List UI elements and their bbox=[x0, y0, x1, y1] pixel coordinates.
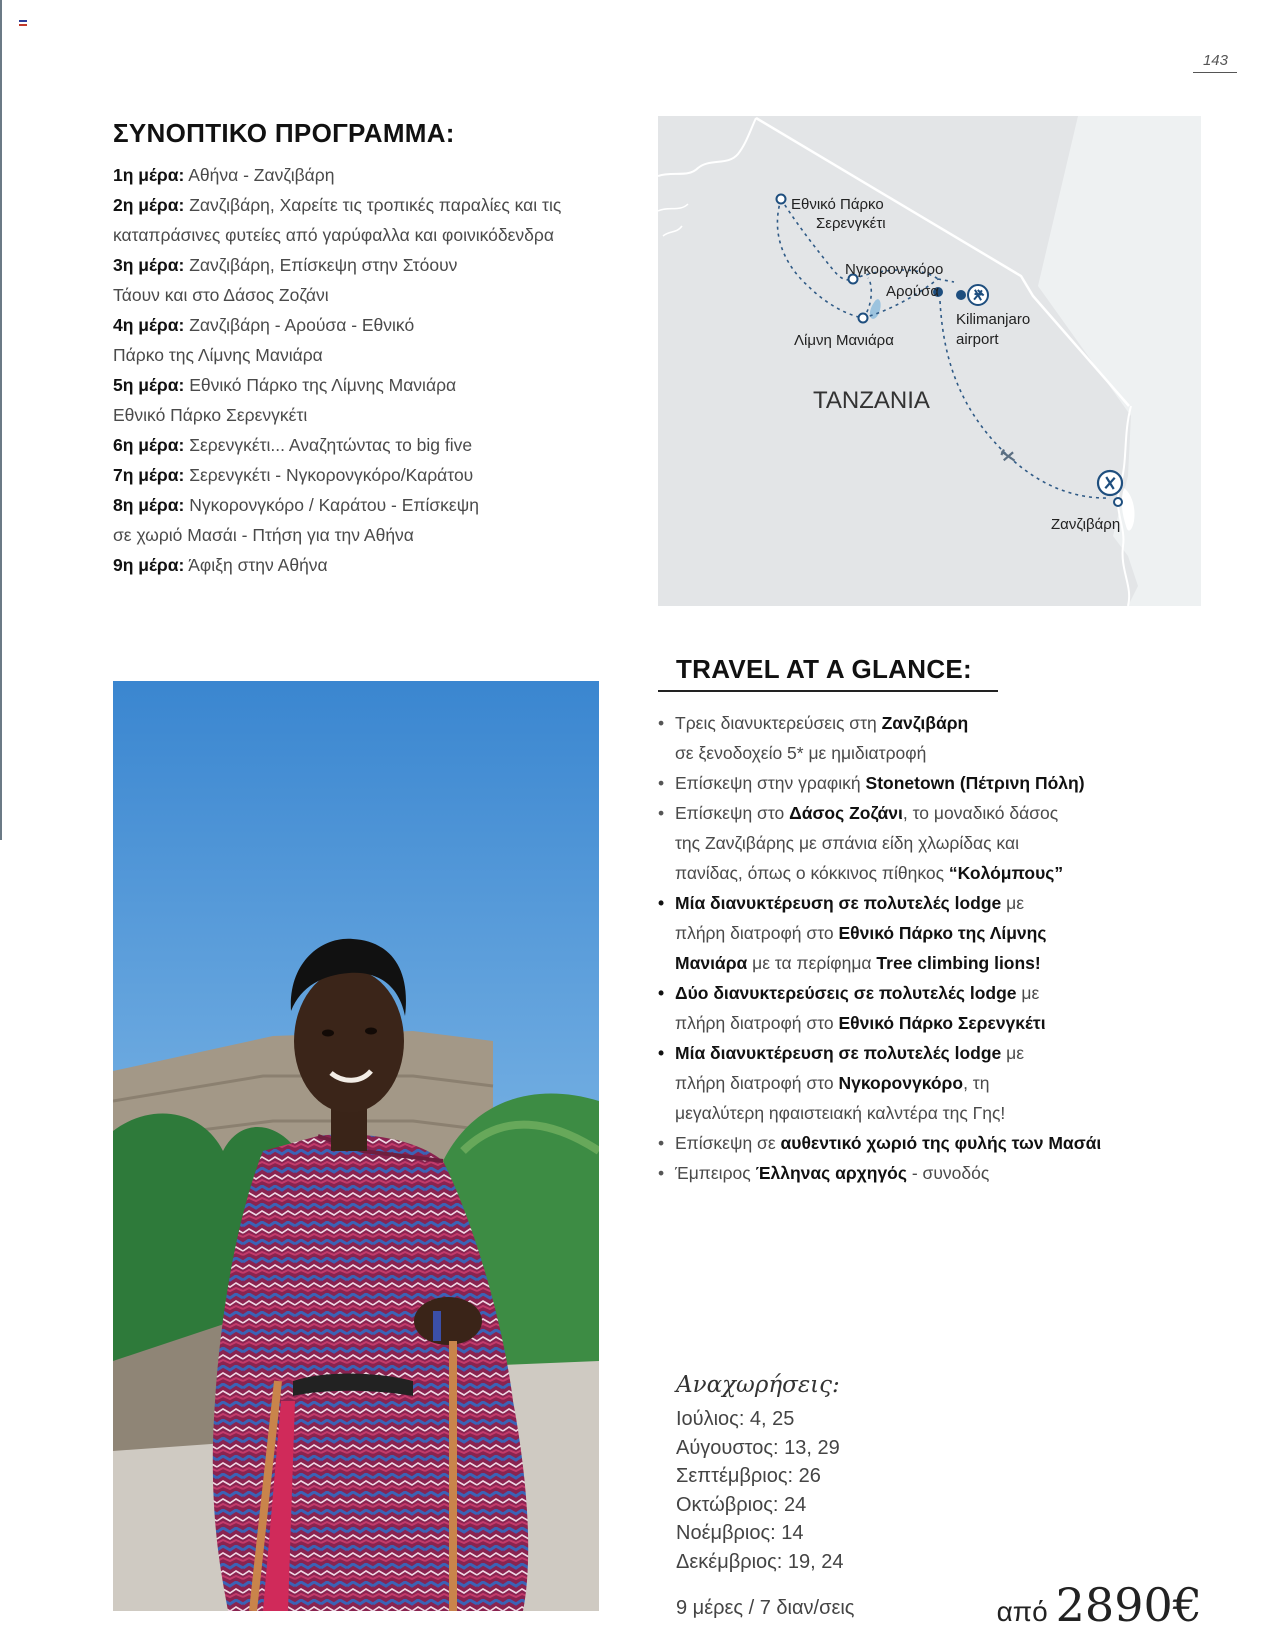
kilimanjaro-marker bbox=[956, 290, 966, 300]
glance-item-continuation bbox=[658, 738, 1128, 768]
photo-face bbox=[294, 969, 404, 1113]
label-manyara: Λίμνη Μανιάρα bbox=[794, 332, 894, 349]
price-from: από bbox=[996, 1596, 1048, 1627]
program-day-line bbox=[113, 520, 603, 550]
glance-text: Τρεις διανυκτερεύσεις στη bbox=[675, 713, 882, 733]
glance-text: Επίσκεψη σε bbox=[675, 1133, 781, 1153]
glance-item bbox=[658, 1128, 1128, 1158]
glance-highlight: “Κολόμπους” bbox=[948, 863, 1064, 883]
program-day-text: Νγκορονγκόρο / Καράτου - Επίσκεψη bbox=[189, 495, 479, 515]
glance-text: - συνοδός bbox=[906, 1163, 990, 1183]
program-day-text: Τάουν και στο Δάσος Ζοζάνι bbox=[113, 285, 329, 305]
price-block bbox=[997, 1578, 1202, 1632]
glance-highlight: Εθνικό Πάρκο Σερενγκέτι bbox=[838, 1013, 1046, 1033]
program-day-text: Άφιξη στην Αθήνα bbox=[188, 555, 328, 575]
program-day-line bbox=[113, 550, 603, 580]
program-day-label: 1η μέρα: bbox=[113, 165, 185, 185]
glance-highlight: Μανιάρα bbox=[675, 953, 748, 973]
glance-highlight: Δύο διανυκτερεύσεις σε πολυτελές lodge bbox=[675, 983, 1017, 1003]
serengeti-marker bbox=[777, 195, 786, 204]
glance-item-continuation bbox=[658, 918, 1128, 948]
map-lake-shore-detail bbox=[658, 204, 688, 236]
glance-item bbox=[658, 1038, 1128, 1068]
program-day-line bbox=[113, 220, 603, 250]
glance-text: , τη bbox=[963, 1073, 990, 1093]
route-map bbox=[658, 116, 1201, 606]
glance-item bbox=[658, 1158, 1128, 1188]
program-day-label: 7η μέρα: bbox=[113, 465, 185, 485]
program-day-line bbox=[113, 280, 603, 310]
program-day-label: 8η μέρα: bbox=[113, 495, 185, 515]
label-arusha: Αρούσα bbox=[886, 283, 940, 300]
airport-icon-kilimanjaro bbox=[968, 285, 988, 305]
glance-text: πλήρη διατροφή στο bbox=[675, 923, 839, 943]
program-day-line bbox=[113, 400, 603, 430]
label-serengeti-2: Σερενγκέτι bbox=[816, 215, 886, 232]
airport-icon-zanzibar bbox=[1098, 471, 1122, 495]
glance-item-continuation bbox=[658, 948, 1128, 978]
glance-text: της Ζανζιβάρης με σπάνια είδη χλωρίδας και bbox=[675, 833, 1019, 853]
glance-text: πλήρη διατροφή στο bbox=[675, 1073, 839, 1093]
label-ngorongoro: Νγκορονγκόρο bbox=[845, 261, 944, 278]
route-arusha-airport bbox=[938, 279, 954, 282]
glance-item-continuation bbox=[658, 828, 1128, 858]
glance-highlight: Ζανζιβάρη bbox=[881, 713, 969, 733]
glance-highlight: Μία διανυκτέρευση σε πολυτελές lodge bbox=[675, 1043, 1002, 1063]
left-edge-rule bbox=[0, 0, 2, 840]
glance-item bbox=[658, 798, 1128, 828]
glance-highlight: αυθεντικό χωριό της φυλής των Μασάι bbox=[780, 1133, 1102, 1153]
program-day-label: 2η μέρα: bbox=[113, 195, 185, 215]
glance-text: με bbox=[1001, 1043, 1025, 1063]
program-day-text: σε χωριό Μασάι - Πτήση για την Αθήνα bbox=[113, 525, 414, 545]
corner-mark bbox=[19, 20, 27, 26]
photo-eye-left bbox=[322, 1030, 334, 1037]
program-day-text: Σερενγκέτι - Νγκορονγκόρο/Καράτου bbox=[189, 465, 474, 485]
glance-text: με bbox=[1001, 893, 1025, 913]
glance-item-continuation bbox=[658, 1008, 1128, 1038]
photo-stick-right bbox=[449, 1341, 457, 1611]
departure-item: Ιούλιος: 4, 25 bbox=[676, 1408, 795, 1430]
program-day-text: Ζανζιβάρη, Χαρείτε τις τροπικές παραλίες και τις bbox=[189, 195, 562, 215]
trip-duration: 9 μέρες / 7 διαν/σεις bbox=[676, 1597, 855, 1619]
program-day-text: καταπράσινες φυτείες από γαρύφαλλα και φοινικόδενδρα bbox=[113, 225, 554, 245]
program-day-line bbox=[113, 340, 603, 370]
departure-item: Οκτώβριος: 24 bbox=[676, 1493, 807, 1516]
program-day-label: 3η μέρα: bbox=[113, 255, 185, 275]
glance-item bbox=[658, 708, 1128, 738]
program-day-text: Πάρκο της Λίμνης Μανιάρα bbox=[113, 345, 323, 365]
program-day-text: Αθήνα - Ζανζιβάρη bbox=[188, 165, 335, 185]
glance-highlight: Έλληνας αρχηγός bbox=[755, 1163, 907, 1183]
program-day-text: Σερενγκέτι... Αναζητώντας το big five bbox=[189, 435, 473, 455]
glance-item-continuation bbox=[658, 1098, 1128, 1128]
departure-item: Σεπτέμβριος: 26 bbox=[676, 1465, 821, 1487]
glance-text: Επίσκεψη στο bbox=[675, 803, 790, 823]
manyara-marker bbox=[859, 314, 868, 323]
program-day-line bbox=[113, 160, 603, 190]
glance-text: μεγαλύτερη ηφαιστειακή καλντέρα της Γης! bbox=[675, 1103, 1006, 1123]
label-kilimanjaro-1: Kilimanjaro bbox=[956, 311, 1031, 328]
price-amount: 2890€ bbox=[1055, 1578, 1202, 1632]
maasai-photo bbox=[113, 681, 599, 1611]
program-day-list bbox=[113, 160, 603, 580]
glance-highlight: Tree climbing lions! bbox=[876, 953, 1041, 973]
program-day-line bbox=[113, 310, 603, 340]
glance-item bbox=[658, 888, 1128, 918]
program-day-label: 6η μέρα: bbox=[113, 435, 185, 455]
label-kilimanjaro-2: airport bbox=[956, 331, 999, 348]
label-country: TANZANIA bbox=[813, 387, 930, 414]
glance-text: Επίσκεψη στην γραφική bbox=[675, 773, 866, 793]
glance-item bbox=[658, 768, 1128, 798]
program-day-text: Εθνικό Πάρκο της Λίμνης Μανιάρα bbox=[189, 375, 457, 395]
photo-bracelet bbox=[433, 1311, 441, 1341]
label-zanzibar: Ζανζιβάρη bbox=[1051, 516, 1121, 533]
program-day-line bbox=[113, 190, 603, 220]
program-day-label: 5η μέρα: bbox=[113, 375, 185, 395]
glance-text: με τα περίφημα bbox=[747, 953, 877, 973]
program-day-line bbox=[113, 430, 603, 460]
route-map-svg bbox=[658, 116, 1201, 606]
departure-item: Δεκέμβριος: 19, 24 bbox=[676, 1550, 844, 1573]
departures-title: Αναχωρήσεις: bbox=[676, 1372, 840, 1398]
photo-eye-right bbox=[365, 1028, 377, 1035]
zanzibar-marker bbox=[1114, 498, 1122, 506]
departure-item: Αύγουστος: 13, 29 bbox=[676, 1436, 840, 1459]
map-lake-shore bbox=[658, 118, 756, 176]
page-number: 143 bbox=[1202, 52, 1228, 69]
program-day-line bbox=[113, 250, 603, 280]
program-title: ΣΥΝΟΠΤΙΚΟ ΠΡΟΓΡΑΜΜΑ: bbox=[113, 118, 455, 148]
program-day-line bbox=[113, 370, 603, 400]
glance-highlight: Νγκορονγκόρο bbox=[838, 1073, 964, 1093]
glance-text: σε ξενοδοχείο 5* με ημιδιατροφή bbox=[675, 743, 927, 763]
glance-highlight: Δάσος Ζοζάνι bbox=[789, 803, 903, 823]
glance-title-rule bbox=[658, 690, 998, 692]
departures-list bbox=[676, 1405, 844, 1576]
photo-hands bbox=[414, 1297, 482, 1345]
glance-text: πανίδας, όπως ο κόκκινος πίθηκος bbox=[675, 863, 949, 883]
glance-title: TRAVEL AT A GLANCE: bbox=[676, 654, 973, 684]
program-day-label: 9η μέρα: bbox=[113, 555, 185, 575]
glance-item-continuation bbox=[658, 1068, 1128, 1098]
glance-item-continuation bbox=[658, 858, 1128, 888]
glance-item bbox=[658, 978, 1128, 1008]
glance-highlight: Stonetown (Πέτρινη Πόλη) bbox=[865, 773, 1085, 793]
program-day-line bbox=[113, 490, 603, 520]
program-day-line bbox=[113, 460, 603, 490]
program-day-text: Εθνικό Πάρκο Σερενγκέτι bbox=[113, 405, 308, 425]
program-day-text: Ζανζιβάρη, Επίσκεψη στην Στόουν bbox=[189, 255, 458, 275]
glance-text: με bbox=[1016, 983, 1040, 1003]
glance-text: Έμπειρος bbox=[675, 1163, 756, 1183]
glance-highlight: Εθνικό Πάρκο της Λίμνης bbox=[838, 923, 1047, 943]
maasai-photo-illustration bbox=[113, 681, 599, 1611]
program-day-label: 4η μέρα: bbox=[113, 315, 185, 335]
program-day-text: Ζανζιβάρη - Αρούσα - Εθνικό bbox=[189, 315, 415, 335]
glance-list bbox=[658, 708, 1128, 1188]
departure-item: Νοέμβριος: 14 bbox=[676, 1522, 804, 1544]
label-serengeti-1: Εθνικό Πάρκο bbox=[791, 196, 884, 213]
glance-text: πλήρη διατροφή στο bbox=[675, 1013, 839, 1033]
glance-text: , το μοναδικό δάσος bbox=[902, 803, 1059, 823]
glance-highlight: Μία διανυκτέρευση σε πολυτελές lodge bbox=[675, 893, 1002, 913]
page-number-rule bbox=[1193, 72, 1237, 73]
